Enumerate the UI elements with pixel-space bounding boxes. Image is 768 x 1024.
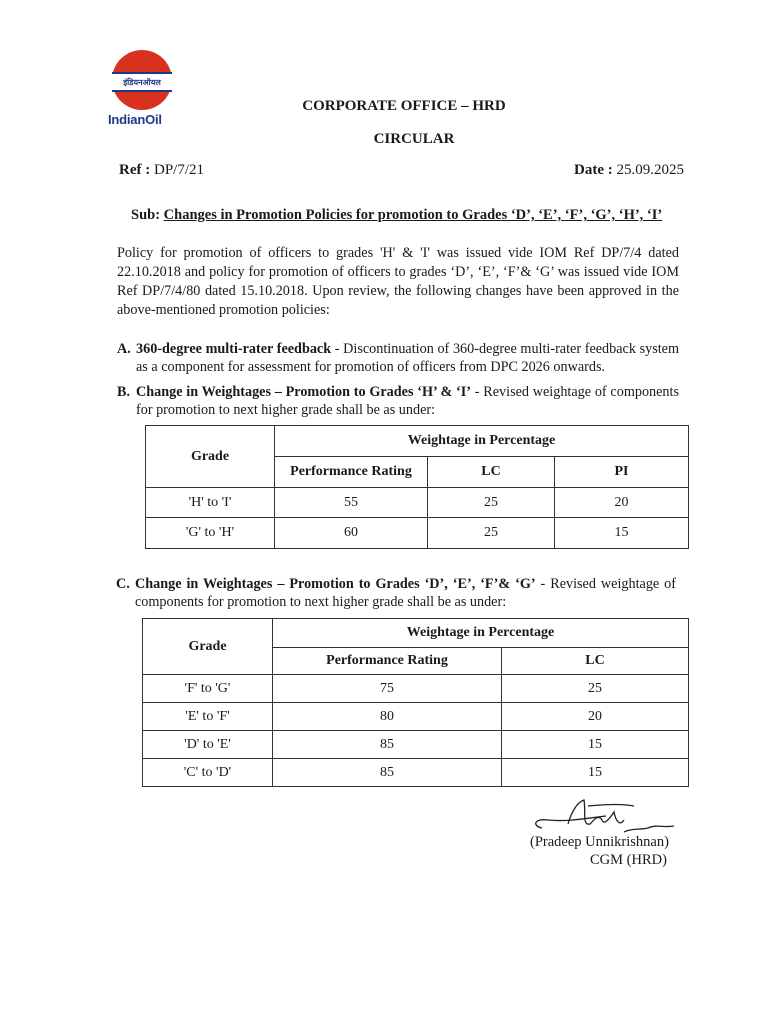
value-cell: 60	[275, 518, 428, 549]
grade-cell: 'F' to 'G'	[143, 675, 273, 703]
logo-hindi-text: इंडियनऑयल	[112, 72, 172, 92]
item-b	[117, 383, 679, 419]
value-cell: 85	[273, 759, 502, 787]
ref-label: Ref :	[119, 162, 151, 178]
table-row	[143, 675, 689, 703]
col-lc: LC	[502, 648, 689, 675]
reference	[119, 162, 204, 179]
grade-cell: 'D' to 'E'	[143, 731, 273, 759]
item-a	[117, 340, 679, 376]
weightage-table-d-g	[142, 618, 689, 787]
logo-name: IndianOil	[108, 112, 162, 127]
value-cell: 15	[502, 759, 689, 787]
value-cell: 25	[428, 518, 555, 549]
item-a-heading: 360-degree multi-rater feedback	[136, 341, 332, 357]
ref-value: DP/7/21	[153, 162, 204, 178]
circular-heading: CIRCULAR	[373, 131, 455, 147]
intro-paragraph: Policy for promotion of officers to grades 'H' & 'I' was issued vide IOM Ref DP/7/4 dated 22.10.2018 and policy for promotion of officers to grades ‘D’, ‘E’, ‘F’& ‘G’ was issued vide IOM Ref DP/7/4/80 dated 15.10.2018. Upon review, the following changes have been approved in the above-mentioned promotion policies:	[117, 245, 679, 318]
weightage-table-h-i	[145, 425, 689, 549]
value-cell: 20	[555, 488, 689, 518]
item-b-heading: Change in Weightages – Promotion to Grades ‘H’ & ‘I’	[136, 384, 472, 400]
value-cell: 15	[502, 731, 689, 759]
grade-cell: 'C' to 'D'	[143, 759, 273, 787]
signatory-title: CGM (HRD)	[590, 852, 667, 868]
grade-header: Grade	[143, 619, 273, 675]
signature-scribble	[528, 798, 678, 838]
item-c-heading: Change in Weightages – Promotion to Grades ‘D’, ‘E’, ‘F’& ‘G’	[135, 576, 536, 592]
subject-text: Changes in Promotion Policies for promotion to Grades ‘D’, ‘E’, ‘F’, ‘G’, ‘H’, ‘I’	[163, 207, 663, 223]
indianoil-logo	[108, 50, 178, 127]
value-cell: 15	[555, 518, 689, 549]
table-row	[143, 731, 689, 759]
date	[574, 162, 684, 179]
value-cell: 80	[273, 703, 502, 731]
value-cell: 55	[275, 488, 428, 518]
subject-label: Sub:	[131, 207, 161, 223]
signatory-name: (Pradeep Unnikrishnan)	[530, 834, 669, 850]
grade-cell: 'H' to 'I'	[146, 488, 275, 518]
subject-line	[131, 207, 662, 224]
date-label: Date :	[574, 162, 613, 178]
value-cell: 25	[428, 488, 555, 518]
item-c-label: C.	[116, 576, 130, 592]
value-cell: 85	[273, 731, 502, 759]
col-performance-rating: Performance Rating	[275, 457, 428, 488]
table-row	[146, 518, 689, 549]
item-a-label: A.	[117, 341, 131, 357]
grade-header: Grade	[146, 426, 275, 488]
value-cell: 20	[502, 703, 689, 731]
date-value: 25.09.2025	[616, 162, 684, 178]
table-row	[143, 759, 689, 787]
col-lc: LC	[428, 457, 555, 488]
value-cell: 75	[273, 675, 502, 703]
table-row	[143, 703, 689, 731]
office-heading: CORPORATE OFFICE – HRD	[302, 98, 506, 114]
item-b-label: B.	[117, 384, 131, 400]
weightage-group-header: Weightage in Percentage	[275, 426, 689, 457]
value-cell: 25	[502, 675, 689, 703]
col-pi: PI	[555, 457, 689, 488]
weightage-group-header: Weightage in Percentage	[273, 619, 689, 648]
item-a-text: - Discontinuation of 360-degree multi-rater feedback system as a component for assessment for promotion of officers from DPC 2026 onwards.	[136, 341, 679, 375]
item-c-text: - Revised weightage of components for promotion to next higher grade shall be as under:	[135, 576, 676, 610]
col-performance-rating: Performance Rating	[273, 648, 502, 675]
grade-cell: 'G' to 'H'	[146, 518, 275, 549]
grade-cell: 'E' to 'F'	[143, 703, 273, 731]
item-b-text: - Revised weightage of components for promotion to next higher grade shall be as under:	[136, 384, 679, 418]
table-row	[146, 488, 689, 518]
item-c	[116, 575, 676, 611]
